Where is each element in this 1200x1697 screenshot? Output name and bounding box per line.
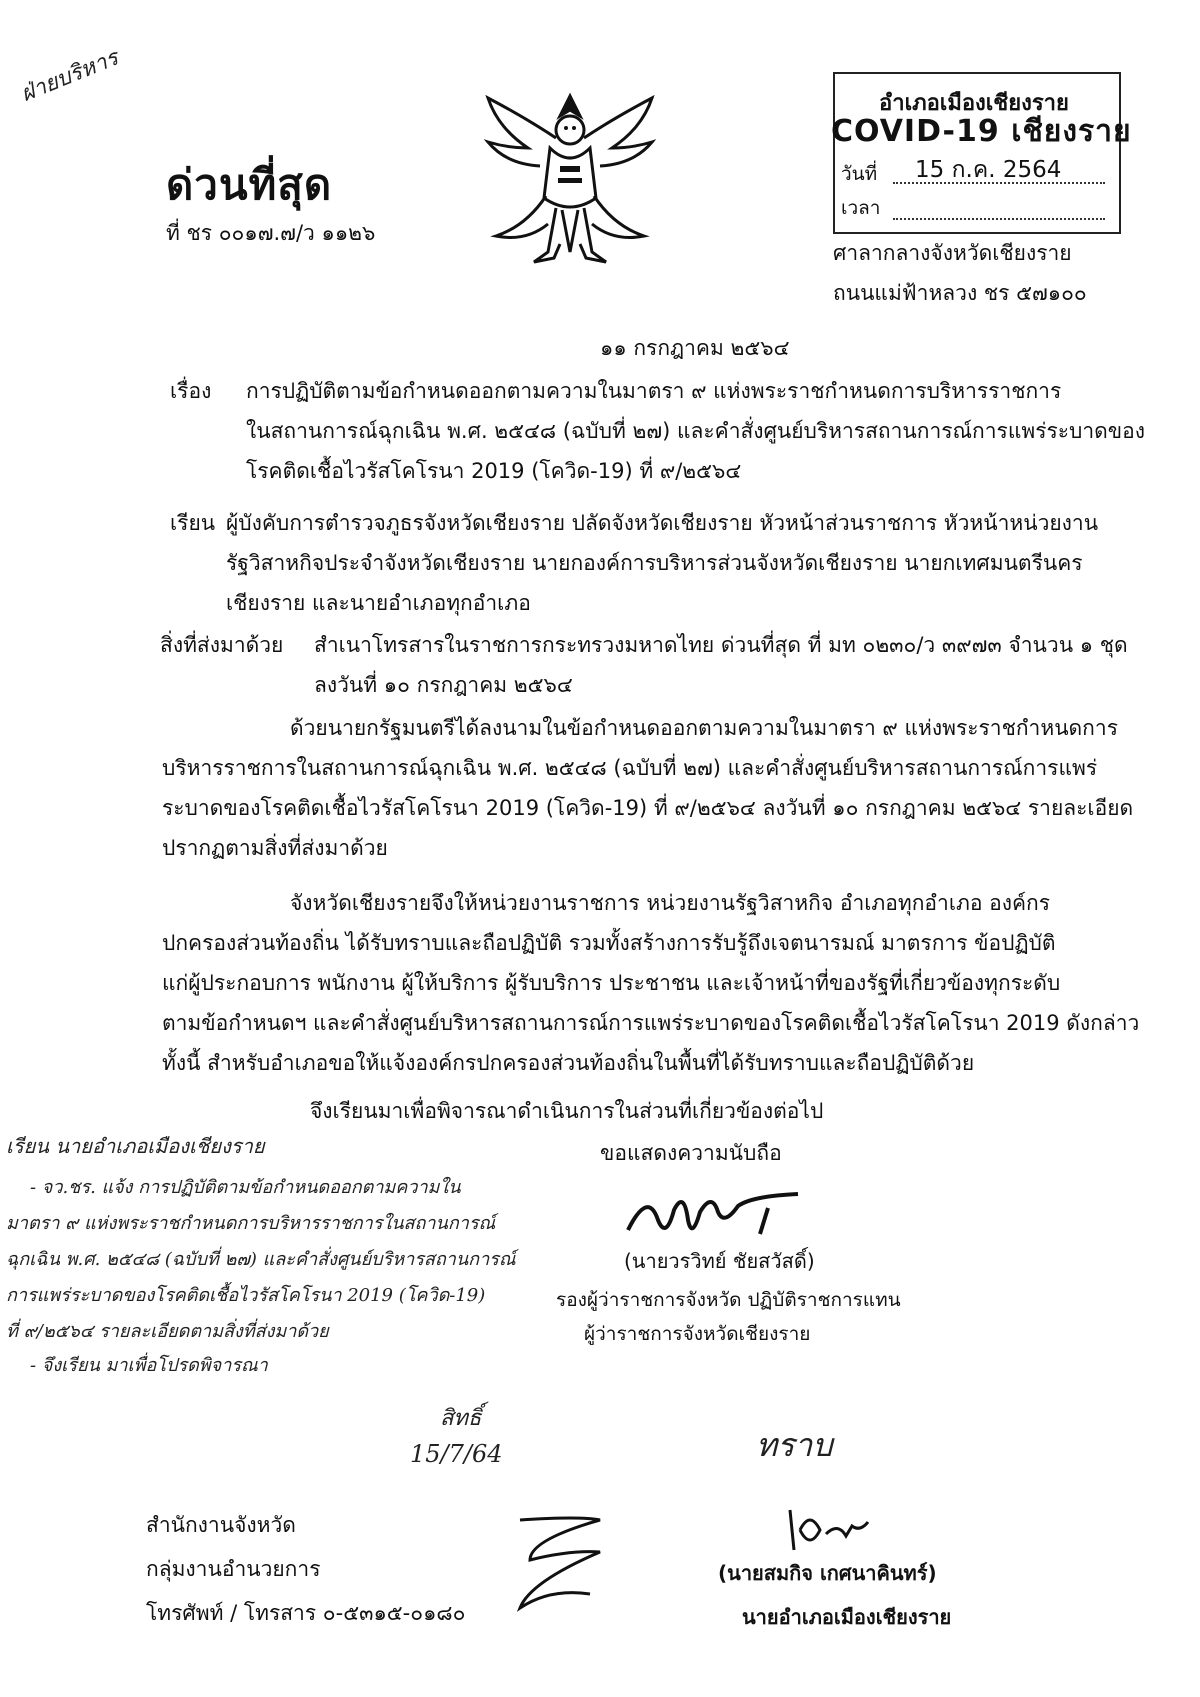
handwritten-memo-line: เรียน นายอำเภอเมืองเชียงราย (6, 1134, 265, 1158)
enclosure-line: สำเนาโทรสารในราชการกระทรวงมหาดไทย ด่วนที่สุด ที่ มท ๐๒๓๐/ว ๓๙๗๓ จำนวน ๑ ชุด (314, 633, 1128, 657)
stamp-overlay: COVID-19 เชียงราย (831, 114, 1132, 149)
body-para2-line: ตามข้อกำหนดฯ และคำสั่งศูนย์บริหารสถานการณ์การแพร่ระบาดของโรคติดเชื้อไวรัสโคโรนา 2019 ดังกล่าว (162, 1011, 1140, 1035)
closing-line: จึงเรียนมาเพื่อพิจารณาดำเนินการในส่วนที่เกี่ยวข้องต่อไป (310, 1099, 824, 1123)
footer-line2: กลุ่มงานอำนวยการ (146, 1557, 321, 1581)
stamp-date-value: 15 ก.ค. 2564 (915, 157, 1062, 183)
recipient-line: ผู้บังคับการตำรวจภูธรจังหวัดเชียงราย ปลัดจังหวัดเชียงราย หัวหน้าส่วนราชการ หัวหน้าหน่วยงาน (226, 511, 1099, 535)
subject-line: โรคติดเชื้อไวรัสโคโรนา 2019 (โควิด-19) ที่ ๙/๒๕๖๔ (246, 459, 742, 483)
handwritten-order: ทราบ (756, 1426, 833, 1464)
body-para1-line: ด้วยนายกรัฐมนตรีได้ลงนามในข้อกำหนดออกตามความในมาตรา ๙ แห่งพระราชกำหนดการ (290, 716, 1118, 740)
scribble-mark-icon (500, 1500, 620, 1620)
signature-closing: ขอแสดงความนับถือ (600, 1141, 782, 1165)
sender-address-line1: ศาลากลางจังหวัดเชียงราย (833, 241, 1072, 265)
handwritten-initials: สิทธิ์ (440, 1406, 482, 1431)
enclosure-line: ลงวันที่ ๑๐ กรกฎาคม ๒๕๖๔ (314, 673, 573, 697)
garuda-emblem-icon (470, 78, 670, 278)
urgency-label: ด่วนที่สุด (166, 160, 333, 209)
enclosure-label: สิ่งที่ส่งมาด้วย (160, 633, 284, 657)
receiving-stamp (831, 72, 1132, 234)
body-para1-line: บริหารราชการในสถานการณ์ฉุกเฉิน พ.ศ. ๒๕๔๘ (ฉบับที่ ๒๗) และคำสั่งศูนย์บริหารสถานการณ์การแพร่ (162, 756, 1098, 780)
stamp-time-label: เวลา (841, 197, 881, 219)
signer-title1: รองผู้ว่าราชการจังหวัด ปฏิบัติราชการแทน (556, 1289, 901, 1311)
body-para2-line: ทั้งนี้ สำหรับอำเภอขอให้แจ้งองค์กรปกครองส่วนท้องถิ่นในพื้นที่ได้รับทราบและถือปฏิบัติด้วย (162, 1051, 975, 1075)
lower-signature-mark-icon (780, 1500, 880, 1560)
signer-name: (นายวรวิทย์ ชัยสวัสดิ์) (624, 1249, 815, 1273)
handwritten-corner-note: ฝ่ายบริหาร (17, 45, 122, 108)
body-para2-line: แก่ผู้ประกอบการ พนักงาน ผู้ให้บริการ ผู้รับบริการ ประชาชน และเจ้าหน้าที่ของรัฐที่เกี่ยวข้องทุกระดับ (162, 971, 1061, 995)
subject-label: เรื่อง (170, 379, 212, 403)
stamp-date-label: วันที่ (841, 163, 878, 185)
body-para1-line: ระบาดของโรคติดเชื้อไวรัสโคโรนา 2019 (โควิด-19) ที่ ๙/๒๕๖๔ ลงวันที่ ๑๐ กรกฎาคม ๒๕๖๔ รายละเอียด (162, 796, 1134, 820)
body-para2-line: จังหวัดเชียงรายจึงให้หน่วยงานราชการ หน่วยงานรัฐวิสาหกิจ อำเภอทุกอำเภอ องค์กร (290, 891, 1051, 915)
document-number: ที่ ชร ๐๐๑๗.๗/ว ๑๑๒๖ (166, 221, 376, 245)
recipient-line: เชียงราย และนายอำเภอทุกอำเภอ (226, 591, 531, 615)
document-date: ๑๑ กรกฎาคม ๒๕๖๔ (600, 336, 790, 360)
handwritten-memo-line: ที่ ๙/๒๕๖๔ รายละเอียดตามสิ่งที่ส่งมาด้วย (6, 1321, 329, 1342)
footer-line3: โทรศัพท์ / โทรสาร ๐-๕๓๑๕-๐๑๘๐ (146, 1601, 466, 1625)
recipient-label: เรียน (170, 511, 216, 535)
handwritten-memo-line: - จึงเรียน มาเพื่อโปรดพิจารณา (30, 1355, 268, 1376)
handwritten-date: 15/7/64 (410, 1440, 503, 1468)
handwritten-memo-line: ฉุกเฉิน พ.ศ. ๒๕๔๘ (ฉบับที่ ๒๗) และคำสั่งศูนย์บริหารสถานการณ์ (6, 1249, 516, 1270)
signer-title2: ผู้ว่าราชการจังหวัดเชียงราย (584, 1323, 811, 1345)
subject-line: ในสถานการณ์ฉุกเฉิน พ.ศ. ๒๕๔๘ (ฉบับที่ ๒๗) และคำสั่งศูนย์บริหารสถานการณ์การแพร่ระบาดของ (246, 419, 1146, 443)
stamp-office: อำเภอเมืองเชียงราย (879, 91, 1069, 116)
lower-signer-name: (นายสมกิจ เกศนาคินทร์) (718, 1561, 937, 1585)
body-para2-line: ปกครองส่วนท้องถิ่น ได้รับทราบและถือปฏิบัติ รวมทั้งสร้างการรับรู้ถึงเจตนารมณ์ มาตรการ ข้อปฏิบัติ (162, 931, 1056, 955)
footer-line1: สำนักงานจังหวัด (146, 1513, 296, 1537)
handwritten-memo-line: มาตรา ๙ แห่งพระราชกำหนดการบริหารราชการในสถานการณ์ (6, 1213, 496, 1234)
handwritten-memo-line: การแพร่ระบาดของโรคติดเชื้อไวรัสโคโรนา 2019 (โควิด-19) (6, 1285, 486, 1306)
body-para1-line: ปรากฏตามสิ่งที่ส่งมาด้วย (162, 836, 388, 860)
handwritten-memo-line: - จว.ชร. แจ้ง การปฏิบัติตามข้อกำหนดออกตามความใน (30, 1177, 461, 1198)
subject-line: การปฏิบัติตามข้อกำหนดออกตามความในมาตรา ๙ แห่งพระราชกำหนดการบริหารราชการ (246, 379, 1062, 403)
recipient-line: รัฐวิสาหกิจประจำจังหวัดเชียงราย นายกองค์การบริหารส่วนจังหวัดเชียงราย นายกเทศมนตรีนคร (226, 551, 1083, 575)
sender-address-line2: ถนนแม่ฟ้าหลวง ชร ๕๗๑๐๐ (833, 281, 1087, 305)
lower-signer-title: นายอำเภอเมืองเชียงราย (742, 1605, 952, 1629)
